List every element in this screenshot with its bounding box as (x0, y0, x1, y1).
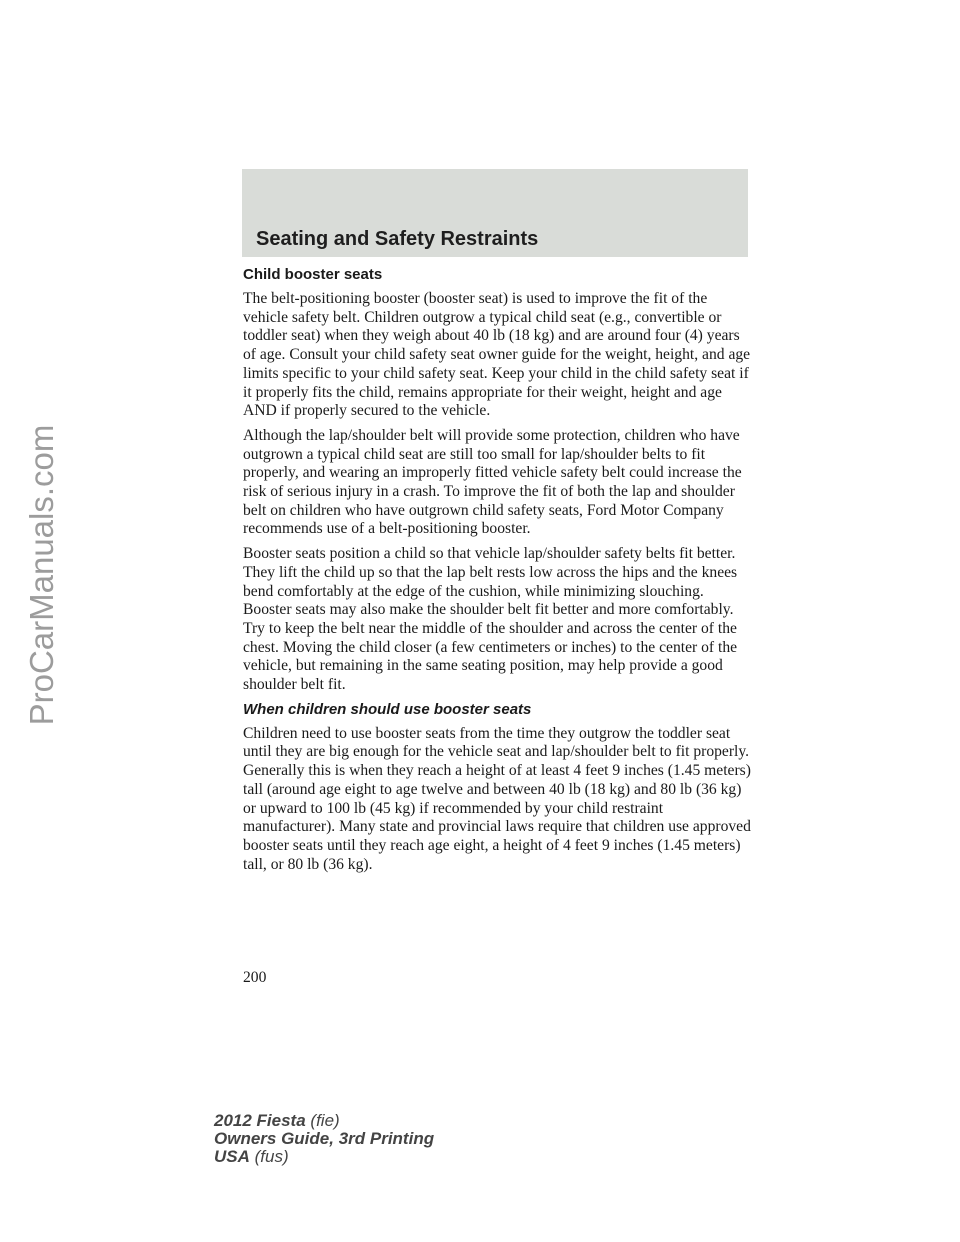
section-title: Seating and Safety Restraints (256, 228, 539, 250)
footer-model: 2012 Fiesta (214, 1111, 306, 1130)
heading-child-booster-seats: Child booster seats (243, 266, 383, 283)
footer-line-3 (214, 1148, 434, 1166)
paragraph-booster-3: Booster seats position a child so that vehicle lap/shoulder safety belts fit better. They lift the child up so that the lap belt rests low across the hips and the knees bend comfortably at the edge of the cushion, while minimizing slouching. Booster seats may also make the shoulder belt fit better and more comfortably. Try to keep the belt near the middle of the shoulder and across the center of the chest. Moving the child closer (a few centimeters or inches) to the center of the vehicle, but remaining in the same seating position, may help provide a good shoulder belt fit. (243, 545, 738, 694)
heading-when-to-use: When children should use booster seats (243, 700, 532, 718)
footer-line-1 (214, 1112, 434, 1130)
page-number: 200 (243, 969, 267, 986)
footer-market-code: (fus) (254, 1147, 289, 1166)
footer-market: USA (214, 1147, 250, 1166)
paragraph-booster-1: The belt-positioning booster (booster seat) is used to improve the fit of the vehicle safety belt. Children outgrow a typical child seat (e.g., convertible or toddler seat) when they weigh about 40 lb (18 kg) and are around four (4) years of age. Consult your child safety seat owner guide for the weight, height, and age limits specific to your child safety seat. Keep your child in the child safety seat if it properly fits the child, remains appropriate for their weight, height and age AND if properly secured to the vehicle. (243, 290, 751, 420)
paragraph-when: Children need to use booster seats from the time they outgrow the toddler seat until they are big enough for the vehicle seat and lap/shoulder belt to fit properly. Generally this is when they reach a height of at least 4 feet 9 inches (1.45 meters) tall (around age eight to age twelve and between 40 lb (18 kg) and 80 lb (36 kg) or upward to 100 lb (45 kg) if recommended by your child restraint manufacturer). Many state and provincial laws require that children use approved booster seats until they reach age eight, a height of 4 feet 9 inches (1.45 meters) tall, or 80 lb (36 kg). (243, 724, 751, 873)
section-header (242, 169, 748, 257)
footer-model-code: (fie) (310, 1111, 340, 1130)
footer-guide: Owners Guide, 3rd Printing (214, 1129, 435, 1148)
page-body (243, 266, 753, 880)
watermark (22, 0, 62, 1242)
watermark-text: ProCarManuals.com (23, 424, 60, 726)
footer-edition (214, 1112, 434, 1166)
footer-line-2 (214, 1130, 434, 1148)
paragraph-booster-2: Although the lap/shoulder belt will provide some protection, children who have outgrown a typical child seat are still too small for lap/shoulder belts to fit properly, and wearing an improperly fitted vehicle safety belt could increase the risk of serious injury in a crash. To improve the fit of both the lap and shoulder belt on children who have outgrown child safety seats, Ford Motor Company recommends use of a belt-positioning booster. (243, 426, 742, 538)
